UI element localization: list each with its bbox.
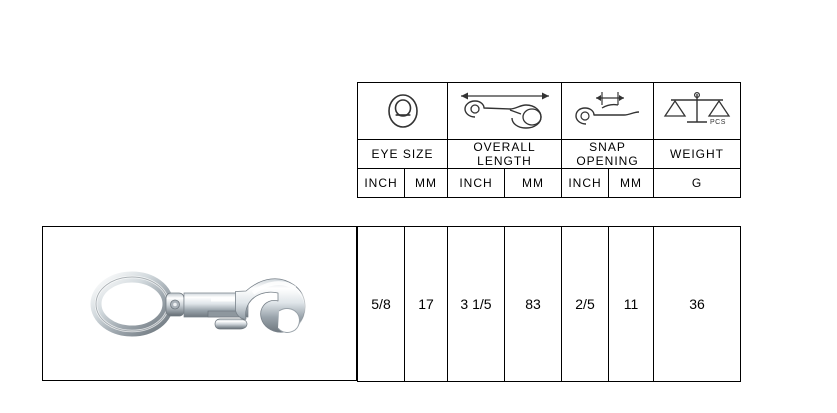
product-image-cell (42, 226, 357, 381)
unit-weight-g: G (654, 169, 741, 198)
spec-unit-row (358, 169, 741, 198)
unit-eye-mm: MM (405, 169, 448, 198)
overall-length-icon (448, 83, 562, 140)
value-eye-size-inch: 5/8 (358, 227, 405, 382)
spec-value-table (357, 226, 741, 382)
snap-opening-icon (562, 83, 654, 140)
spec-label-row (358, 140, 741, 169)
weight-scale-icon (654, 83, 741, 140)
value-snap-opening-inch: 2/5 (562, 227, 609, 382)
spec-icon-row (358, 83, 741, 140)
weight-label: WEIGHT (654, 140, 741, 169)
unit-eye-inch: INCH (358, 169, 405, 198)
table-row (358, 227, 741, 382)
eye-size-icon (358, 83, 448, 140)
unit-length-inch: INCH (448, 169, 505, 198)
value-snap-opening-mm: 11 (609, 227, 654, 382)
overall-length-label: OVERALL LENGTH (448, 140, 562, 169)
value-weight-g: 36 (654, 227, 741, 382)
unit-snap-mm: MM (609, 169, 654, 198)
eye-size-label: EYE SIZE (358, 140, 448, 169)
swivel-eye-bolt-snap-hook (80, 249, 320, 359)
snap-opening-label: SNAP OPENING (562, 140, 654, 169)
pcs-badge-label: PCS (710, 119, 726, 126)
spec-header-table (357, 82, 741, 198)
value-overall-length-inch: 3 1/5 (448, 227, 505, 382)
unit-length-mm: MM (505, 169, 562, 198)
value-eye-size-mm: 17 (405, 227, 448, 382)
unit-snap-inch: INCH (562, 169, 609, 198)
value-overall-length-mm: 83 (505, 227, 562, 382)
